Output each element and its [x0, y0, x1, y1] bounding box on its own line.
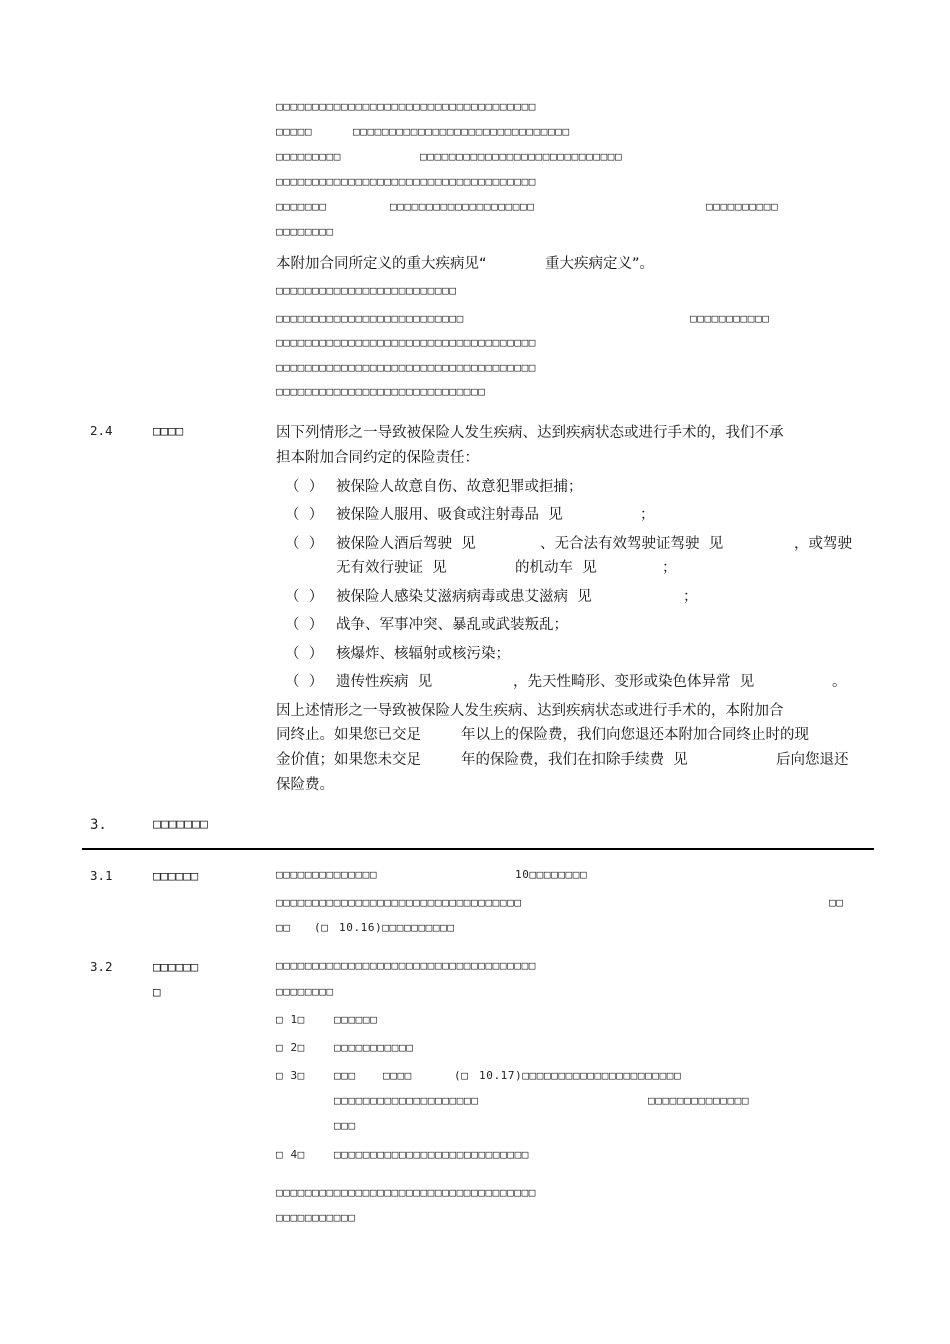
list-marker: □ 1□ — [276, 1013, 305, 1026]
body-line: □□□□□□□□□□□□□□□□□□□□□□□□□□□□□□□□□□□□ — [276, 1186, 537, 1199]
list-item: □□□ — [334, 1119, 356, 1132]
body-line: □□□□□□□□□□□ — [276, 1211, 356, 1224]
exclusion-item-punct: ； — [640, 507, 655, 523]
exclusion-item: 被保险人酒后驾驶 见 — [336, 536, 476, 552]
clause-number: 3.2 — [90, 959, 113, 974]
list-marker: □ 4□ — [276, 1148, 305, 1161]
critical-illness-definition-link: 重大疾病定义”。 — [545, 256, 655, 272]
body-line: □□□□□□□□□□ — [706, 200, 779, 213]
exclusion-consequence: 年的保险费，我们在扣除手续费 见 — [461, 752, 688, 768]
body-line: □□ — [276, 921, 291, 934]
list-item: □□□□□□ — [334, 1013, 378, 1026]
exclusion-item: 被保险人故意自伤、故意犯罪或拒捕； — [336, 479, 583, 495]
exclusion-item: 无有效行驶证 见 — [336, 560, 447, 576]
clause-number: 3.1 — [90, 868, 113, 883]
exclusion-item-punct: ； — [662, 560, 677, 576]
body-line: □□□□□□□□□□□□□□□□□□□□□□□□□□□□□□□□□□□□ — [276, 959, 537, 972]
clause-title: □□□□□□ — [153, 868, 199, 883]
list-marker: （ ） — [285, 589, 324, 605]
exclusion-consequence: 保险费。 — [276, 777, 334, 793]
list-marker: □ 2□ — [276, 1041, 305, 1054]
list-marker: （ ） — [285, 674, 324, 690]
exclusion-item: 遗传性疾病 见 — [336, 674, 433, 690]
exclusion-item: 、无合法有效驾驶证驾驶 见 — [540, 536, 724, 552]
list-item: □□□□ — [383, 1069, 412, 1082]
body-line: □□□□□□□□ — [276, 985, 334, 998]
exclusion-consequence: 因上述情形之一导致被保险人发生疾病、达到疾病状态或进行手术的，本附加合 — [276, 703, 784, 719]
list-marker: □ 3□ — [276, 1069, 305, 1082]
body-line: □□□□□□□□□ — [276, 150, 342, 163]
body-line: □□□□□□□□□□□□□□□□□□□□□□□□□□□□□□□□□□□□ — [276, 175, 537, 188]
body-line: □□□□□ — [276, 125, 313, 138]
body-line: 10.16)□□□□□□□□□□ — [339, 921, 455, 934]
body-line: □□□□□□□□□□□□□□□□□□□□ — [390, 200, 535, 213]
exclusion-item: 被保险人服用、吸食或注射毒品 见 — [336, 507, 563, 523]
exclusion-consequence: 同终止。如果您已交足 — [276, 727, 421, 743]
list-item: 10.17)□□□□□□□□□□□□□□□□□□□□□□ — [479, 1069, 682, 1082]
exclusion-item-punct: 。 — [832, 674, 847, 690]
list-item: □□□□□□□□□□□ — [334, 1041, 414, 1054]
exclusion-consequence: 金价值；如果您未交足 — [276, 752, 421, 768]
exclusion-intro: 因下列情形之一导致被保险人发生疾病、达到疾病状态或进行手术的，我们不承 — [276, 425, 784, 441]
exclusion-item: ，先天性畸形、变形或染色体异常 见 — [513, 674, 755, 690]
clause-title: □□□□□□ — [153, 959, 199, 974]
body-line: 10□□□□□□□□ — [515, 868, 588, 881]
list-marker: （ ） — [285, 536, 324, 552]
exclusion-consequence: 年以上的保险费，我们向您退还本附加合同终止时的现 — [461, 727, 809, 743]
body-line: □□□□□□□□□□□□□□□□□□□□□□□□□□□□□□ — [353, 125, 570, 138]
body-line: □□□□□□□□□□□□□□□□□□□□□□□□□□□□□□□□□□□□ — [276, 336, 537, 349]
list-marker: （ ） — [285, 646, 324, 662]
body-line: □□□□□□□□□□□□□□□□□□□□□□□□□□ — [276, 312, 464, 325]
list-marker: （ ） — [285, 479, 324, 495]
list-item: □□□□□□□□□□□□□□□□□□□□ — [334, 1094, 479, 1107]
exclusion-item: ，或驾驶 — [794, 536, 852, 552]
body-line: □□□□□□□□□□□□□□□□□□□□□□□□□□□□□□□□□□□□ — [276, 100, 537, 113]
exclusion-item: 战争、军事冲突、暴乱或武装叛乱； — [336, 617, 568, 633]
exclusion-item-punct: ； — [683, 589, 698, 605]
list-item: □□□□□□□□□□□□□□□□□□□□□□□□□□□ — [334, 1148, 530, 1161]
body-line: □□ — [829, 896, 844, 909]
exclusion-intro: 担本附加合同约定的保险责任： — [276, 450, 479, 466]
exclusion-item: 被保险人感染艾滋病病毒或患艾滋病 见 — [336, 589, 592, 605]
list-item: □□□□□□□□□□□□□□ — [648, 1094, 750, 1107]
body-line: (□ — [314, 921, 329, 934]
section-number: 3. — [90, 817, 107, 833]
critical-illness-definition-note: 本附加合同所定义的重大疾病见“ — [276, 256, 487, 272]
body-line: □□□□□□□□ — [276, 225, 334, 238]
list-item: (□ — [454, 1069, 469, 1082]
body-line: □□□□□□□□□□□□□□□□□□□□□□□□□ — [276, 284, 457, 297]
section-title: □□□□□□□ — [153, 817, 208, 832]
clause-title: □□□□ — [153, 423, 184, 438]
body-line: □□□□□□□□□□□□□□□□□□□□□□□□□□□□□□□□□□□□ — [276, 361, 537, 374]
section-divider — [82, 848, 874, 850]
exclusion-item: 核爆炸、核辐射或核污染； — [336, 646, 510, 662]
list-marker: （ ） — [285, 507, 324, 523]
exclusion-item: 的机动车 见 — [515, 560, 597, 576]
list-item: □□□ — [334, 1069, 356, 1082]
body-line: □□□□□□□□□□□□□□□□□□□□□□□□□□□□□□□□□□ — [276, 896, 522, 909]
clause-number: 2.4 — [90, 423, 113, 438]
body-line: □□□□□□□□□□□□□□□□□□□□□□□□□□□□□ — [276, 385, 486, 398]
clause-title: □ — [153, 984, 161, 999]
body-line: □□□□□□□□□□□□□□ — [276, 868, 378, 881]
body-line: □□□□□□□□□□□□□□□□□□□□□□□□□□□□ — [420, 150, 623, 163]
list-marker: （ ） — [285, 617, 324, 633]
body-line: □□□□□□□ — [276, 200, 327, 213]
body-line: □□□□□□□□□□□ — [690, 312, 770, 325]
exclusion-consequence: 后向您退还 — [776, 752, 849, 768]
